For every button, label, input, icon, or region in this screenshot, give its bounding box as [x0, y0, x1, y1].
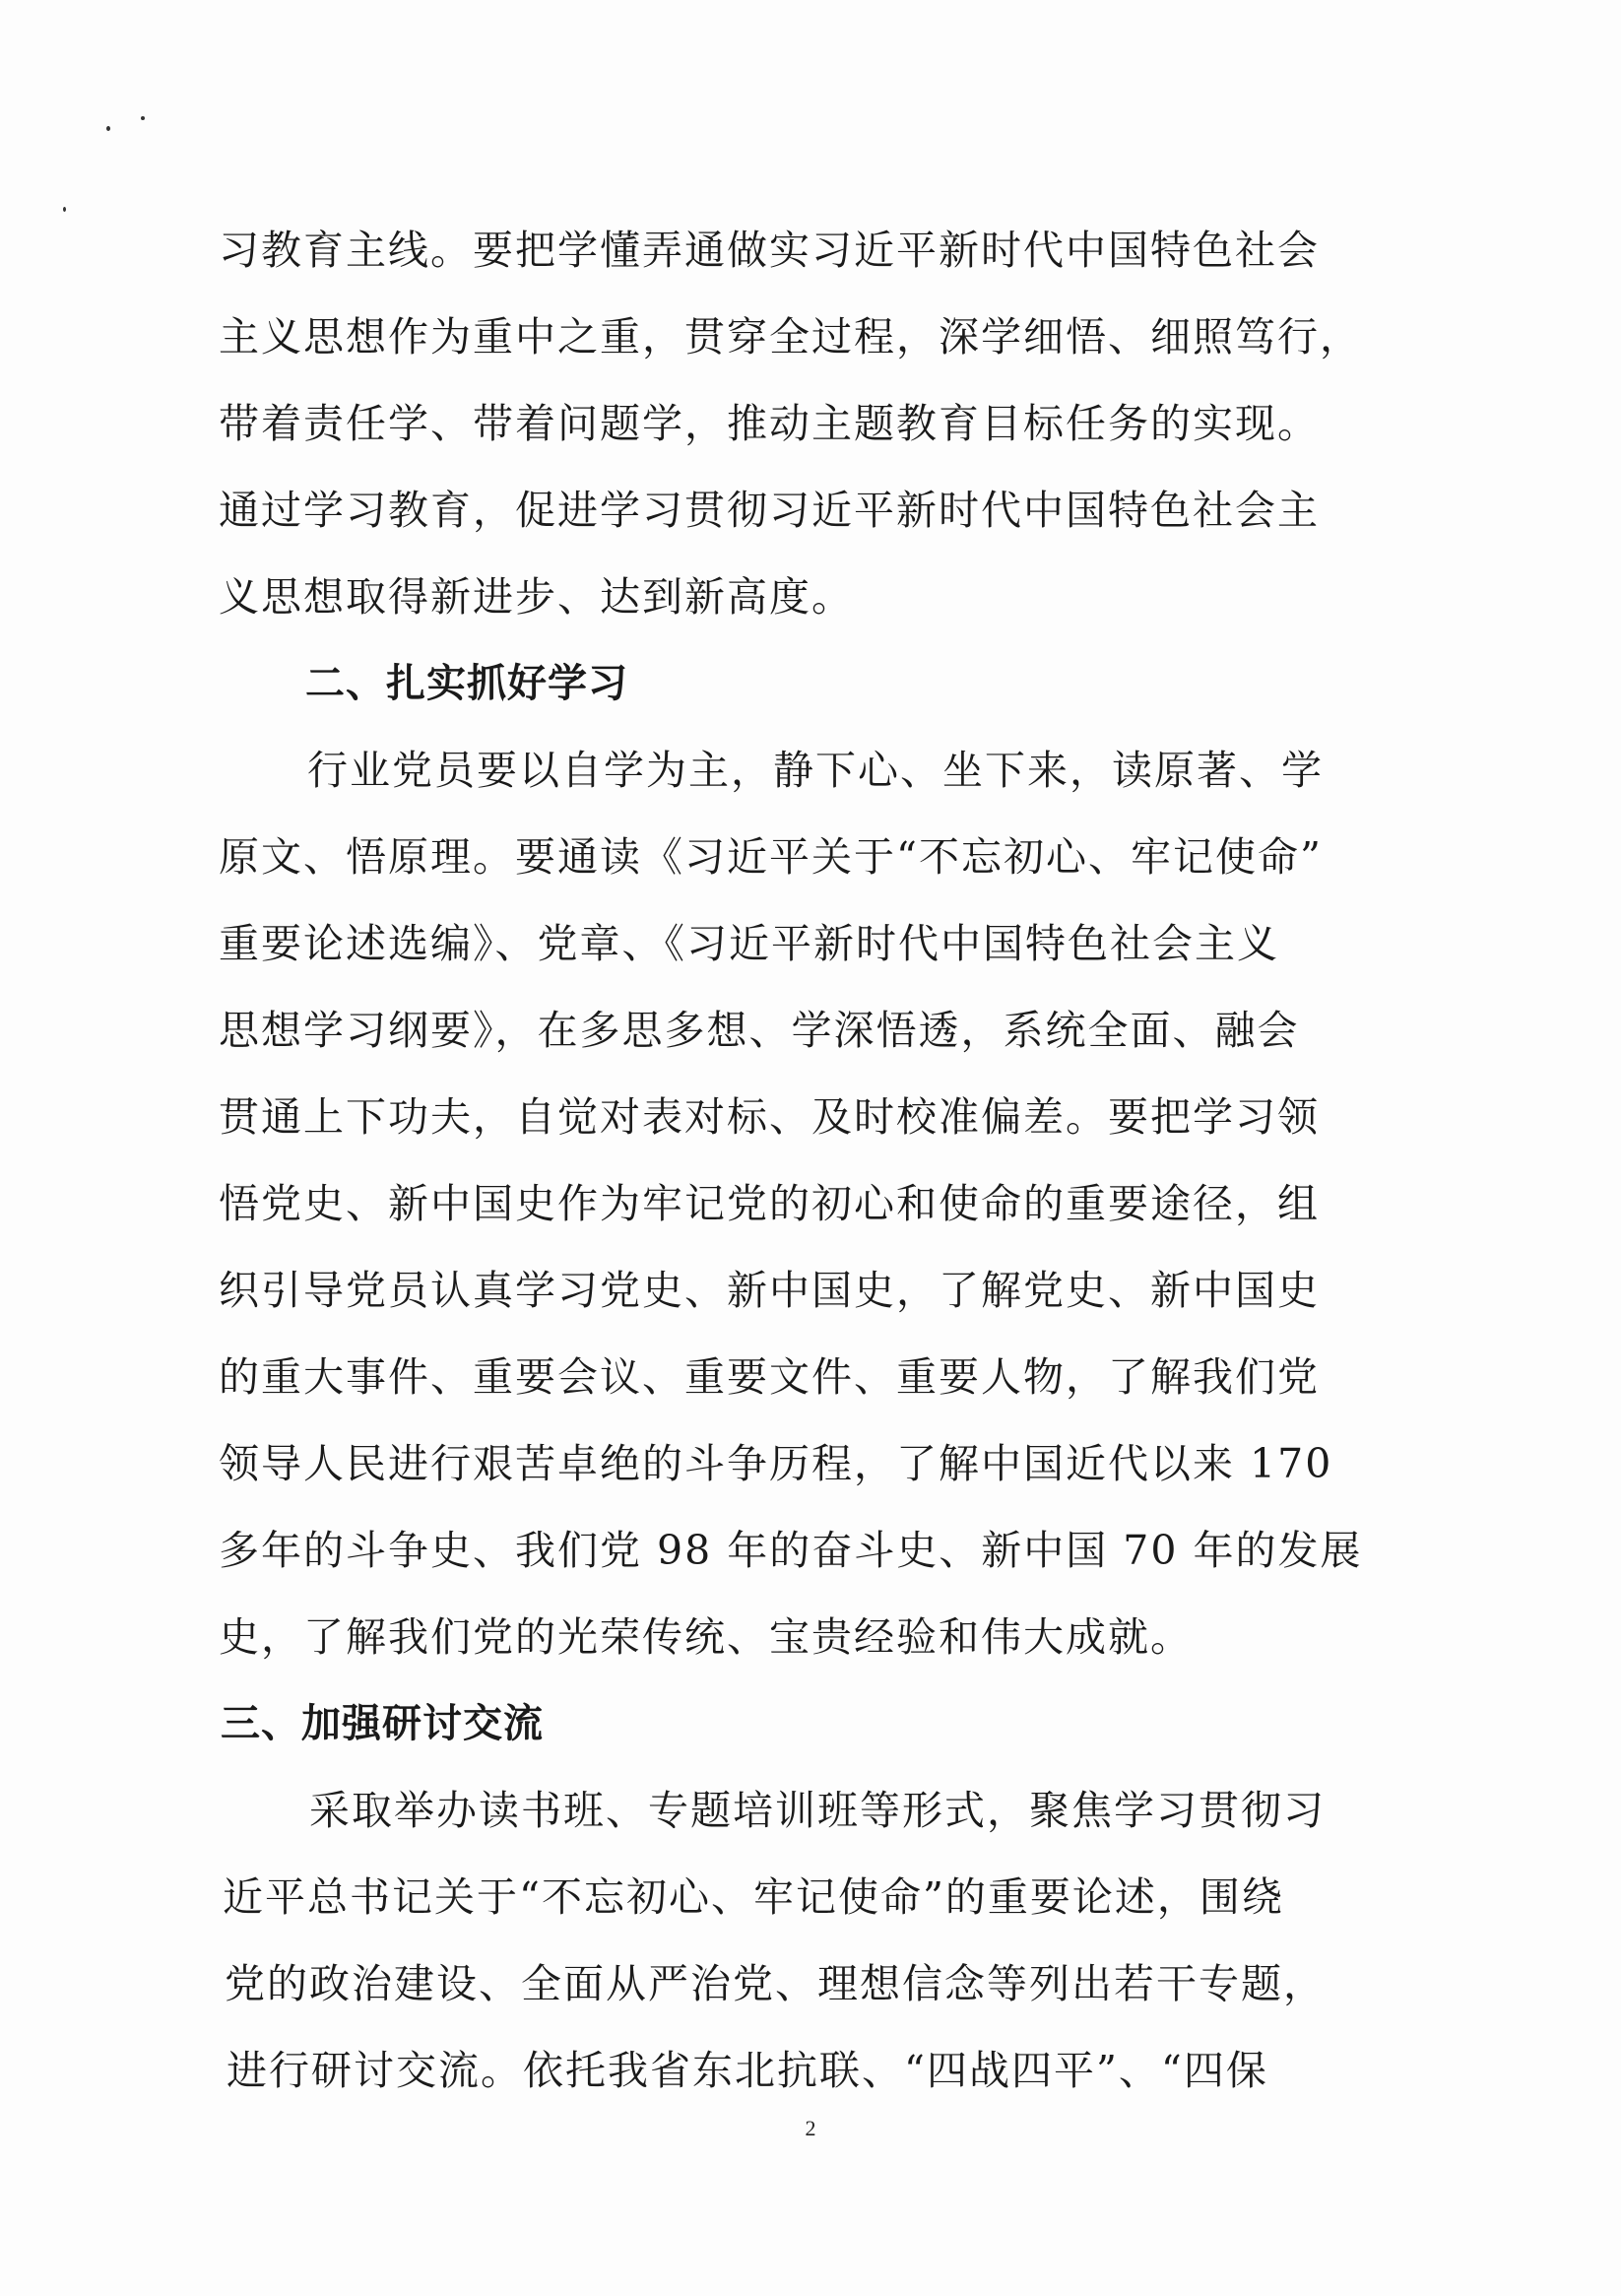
text-line: 悟党史、新中国史作为牢记党的初心和使命的重要途径，组: [219, 1180, 1320, 1227]
text-line: 习教育主线。要把学懂弄通做实习近平新时代中国特色社会: [219, 227, 1320, 274]
section-heading: 三、加强研讨交流: [221, 1701, 544, 1746]
text-line: 领导人民进行艰苦卓绝的斗争历程，了解中国近代以来 170: [219, 1440, 1333, 1487]
text-line: 党的政治建设、全面从严治党、理想信念等列出若干专题，: [225, 1960, 1326, 2007]
text-line: 织引导党员认真学习党史、新中国史，了解党史、新中国史: [219, 1267, 1320, 1314]
scan-speck: [63, 207, 66, 212]
text-line: 贯通上下功夫，自觉对表对标、及时校准偏差。要把学习领: [219, 1093, 1320, 1141]
text-line: 通过学习教育，促进学习贯彻习近平新时代中国特色社会主: [219, 487, 1320, 534]
text-line: 史，了解我们党的光荣传统、宝贵经验和伟大成就。: [219, 1613, 1193, 1661]
text-line: 近平总书记关于“不忘初心、牢记使命”的重要论述，围绕: [223, 1873, 1284, 1921]
text-line: 重要论述选编》、党章、《习近平新时代中国特色社会主义: [219, 920, 1279, 967]
section-heading: 二、扎实抓好学习: [305, 661, 628, 706]
text-line: 原文、悟原理。要通读《习近平关于“不忘初心、牢记使命”: [219, 833, 1323, 881]
scan-speck: [141, 116, 145, 120]
text-line: 思想学习纲要》，在多思多想、学深悟透，系统全面、融会: [219, 1007, 1300, 1054]
text-line: 采取举办读书班、专题培训班等形式，聚焦学习贯彻习: [309, 1787, 1326, 1834]
text-line: 行业党员要以自学为主，静下心、坐下来，读原著、学: [307, 747, 1324, 794]
text-line: 多年的斗争史、我们党 98 年的奋斗史、新中国 70 年的发展: [219, 1527, 1363, 1574]
scan-speck: [106, 126, 110, 131]
text-line: 主义思想作为重中之重，贯穿全过程，深学细悟、细照笃行，: [219, 313, 1362, 361]
text-line: 义思想取得新进步、达到新高度。: [219, 573, 854, 621]
page-number: 2: [805, 2116, 816, 2140]
text-line: 带着责任学、带着问题学，推动主题教育目标任务的实现。: [219, 400, 1320, 447]
text-line: 进行研讨交流。依托我省东北抗联、“四战四平”、“四保: [227, 2047, 1268, 2094]
text-line: 的重大事件、重要会议、重要文件、重要人物，了解我们党: [219, 1353, 1320, 1401]
